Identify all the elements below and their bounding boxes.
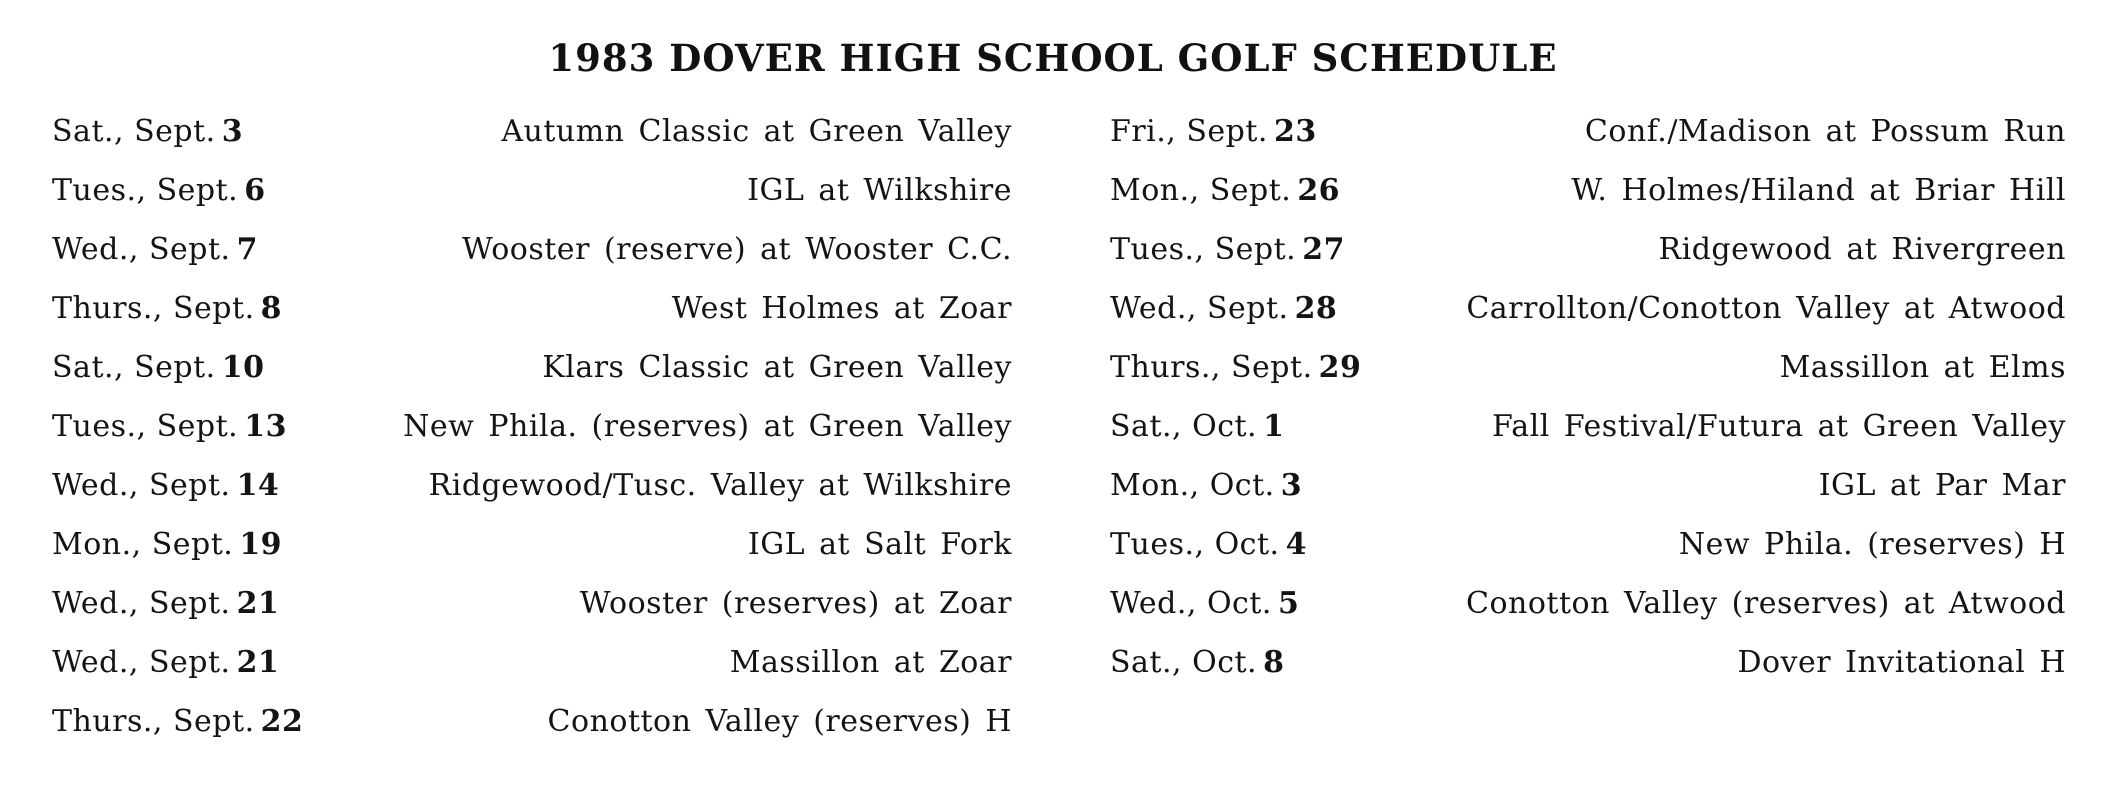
match-event: Conf./Madison at Possum Run	[1584, 114, 2066, 149]
match-date	[1110, 173, 1340, 209]
schedule-row	[1110, 527, 2066, 586]
schedule-title: 1983 DOVER HIGH SCHOOL GOLF SCHEDULE	[548, 36, 1558, 80]
schedule-row	[1110, 114, 2066, 173]
match-date-text: Mon., Sept.	[1110, 173, 1292, 208]
match-event: W. Holmes/Hiland at Briar Hill	[1571, 173, 2066, 208]
match-date-text: Wed., Sept.	[52, 232, 231, 267]
match-event: New Phila. (reserves) H	[1678, 527, 2066, 562]
match-date	[1110, 350, 1361, 386]
match-day-number: 13	[244, 409, 287, 444]
match-date-text: Wed., Sept.	[52, 468, 231, 503]
match-date	[52, 409, 287, 445]
schedule-row	[1110, 291, 2066, 350]
schedule-right-column	[1110, 114, 2066, 704]
match-day-number: 14	[236, 468, 280, 503]
match-event: Massillon at Zoar	[729, 645, 1012, 680]
match-event: New Phila. (reserves) at Green Valley	[403, 409, 1012, 444]
match-date	[52, 173, 266, 209]
match-date	[52, 350, 264, 386]
match-date	[52, 586, 279, 622]
match-event: Carrollton/Conotton Valley at Atwood	[1466, 291, 2066, 326]
match-date	[1110, 291, 1337, 327]
match-date-text: Fri., Sept.	[1110, 114, 1268, 149]
schedule-row	[1110, 232, 2066, 291]
schedule-row	[52, 527, 1012, 586]
match-event: Massillon at Elms	[1779, 350, 2066, 385]
match-day-number: 6	[244, 173, 266, 208]
match-day-number: 21	[236, 645, 280, 680]
schedule-row	[52, 409, 1012, 468]
schedule-row	[1110, 409, 2066, 468]
schedule-row	[52, 350, 1012, 409]
schedule-row	[52, 704, 1012, 763]
match-date	[52, 704, 303, 740]
match-date	[1110, 232, 1345, 268]
schedule-row	[52, 586, 1012, 645]
match-date-text: Wed., Oct.	[1110, 586, 1272, 621]
match-date-text: Wed., Sept.	[1110, 291, 1289, 326]
match-event: West Holmes at Zoar	[671, 291, 1012, 326]
match-event: Fall Festival/Futura at Green Valley	[1491, 409, 2066, 444]
match-date-text: Sat., Sept.	[52, 350, 216, 385]
schedule-row	[1110, 350, 2066, 409]
match-date	[1110, 645, 1284, 681]
match-day-number: 10	[221, 350, 265, 385]
match-event: Wooster (reserve) at Wooster C.C.	[461, 232, 1012, 267]
match-date	[52, 232, 258, 268]
schedule-row	[52, 291, 1012, 350]
match-day-number: 26	[1297, 173, 1341, 208]
match-event: IGL at Salt Fork	[747, 527, 1012, 562]
match-date-text: Sat., Oct.	[1110, 645, 1258, 680]
match-event: Wooster (reserves) at Zoar	[579, 586, 1012, 621]
match-event: Autumn Classic at Green Valley	[501, 114, 1012, 149]
match-day-number: 3	[1280, 468, 1303, 503]
schedule-row	[1110, 173, 2066, 232]
schedule-row	[52, 645, 1012, 704]
match-event: IGL at Par Mar	[1818, 468, 2066, 503]
match-date	[52, 291, 282, 327]
schedule-row	[1110, 468, 2066, 527]
match-date	[52, 527, 282, 563]
match-day-number: 1	[1263, 409, 1285, 444]
match-day-number: 29	[1318, 350, 1362, 385]
match-day-number: 19	[239, 527, 283, 562]
match-day-number: 8	[1263, 645, 1285, 680]
match-event: Conotton Valley (reserves) at Atwood	[1466, 586, 2066, 621]
match-date-text: Mon., Oct.	[1110, 468, 1275, 503]
match-date-text: Tues., Sept.	[1110, 232, 1297, 267]
match-date	[1110, 409, 1284, 445]
match-date	[1110, 527, 1307, 563]
match-date-text: Wed., Sept.	[52, 645, 231, 680]
match-day-number: 23	[1273, 114, 1317, 149]
schedule-row	[1110, 586, 2066, 645]
match-date-text: Sat., Sept.	[52, 114, 216, 149]
schedule-row	[52, 468, 1012, 527]
match-day-number: 3	[221, 114, 244, 149]
match-date	[52, 645, 279, 681]
match-day-number: 22	[260, 704, 304, 739]
match-date	[1110, 468, 1302, 504]
match-day-number: 8	[260, 291, 282, 326]
match-date-text: Thurs., Sept.	[1110, 350, 1313, 385]
match-day-number: 27	[1302, 232, 1345, 267]
match-date-text: Wed., Sept.	[52, 586, 231, 621]
match-date-text: Tues., Sept.	[52, 409, 239, 444]
match-event: Ridgewood at Rivergreen	[1658, 232, 2066, 267]
match-event: Dover Invitational H	[1737, 645, 2066, 680]
match-day-number: 7	[236, 232, 258, 267]
match-event: Conotton Valley (reserves) H	[547, 704, 1012, 739]
match-day-number: 4	[1285, 527, 1307, 562]
match-date-text: Sat., Oct.	[1110, 409, 1258, 444]
match-date	[52, 468, 279, 504]
schedule-row	[52, 114, 1012, 173]
match-event: Ridgewood/Tusc. Valley at Wilkshire	[428, 468, 1012, 503]
match-date-text: Mon., Sept.	[52, 527, 234, 562]
schedule-row	[52, 173, 1012, 232]
match-date	[52, 114, 243, 150]
match-date-text: Thurs., Sept.	[52, 291, 255, 326]
match-date-text: Tues., Sept.	[52, 173, 239, 208]
match-date-text: Thurs., Sept.	[52, 704, 255, 739]
match-day-number: 28	[1294, 291, 1338, 326]
match-event: IGL at Wilkshire	[747, 173, 1012, 208]
match-date-text: Tues., Oct.	[1110, 527, 1280, 562]
match-date	[1110, 114, 1317, 150]
schedule-row	[1110, 645, 2066, 704]
match-day-number: 5	[1277, 586, 1300, 621]
match-date	[1110, 586, 1299, 622]
match-event: Klars Classic at Green Valley	[542, 350, 1012, 385]
schedule-row	[52, 232, 1012, 291]
schedule-left-column	[52, 114, 1012, 763]
match-day-number: 21	[236, 586, 280, 621]
